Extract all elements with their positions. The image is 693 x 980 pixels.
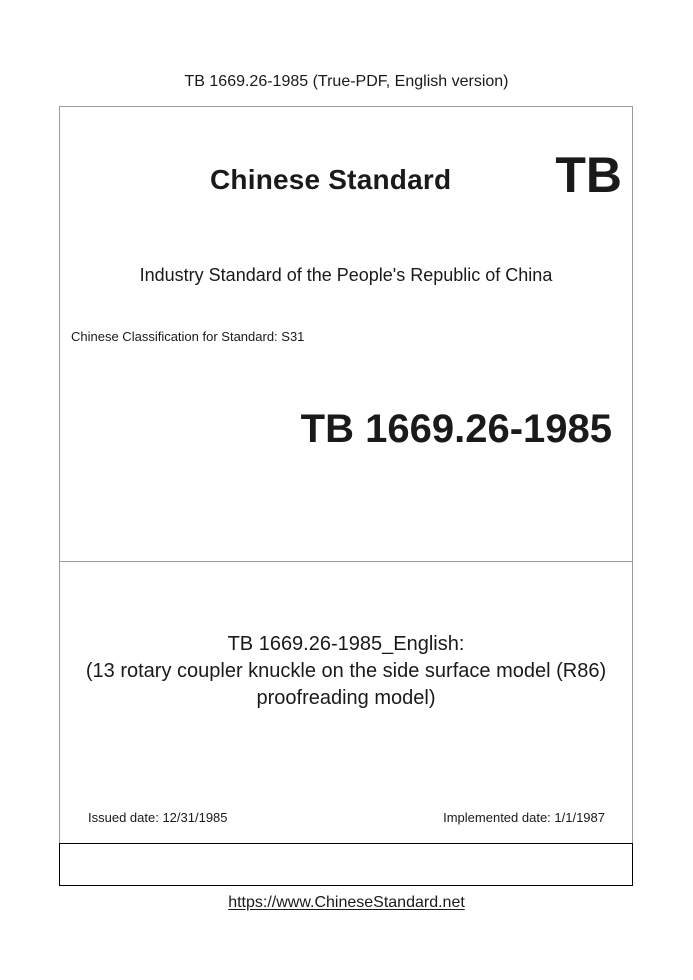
standard-mark: TB <box>555 147 622 203</box>
document-header-title: TB 1669.26-1985 (True-PDF, English version) <box>184 73 509 90</box>
bottom-box <box>59 843 633 886</box>
english-title-line-2: (13 rotary coupler knuckle on the side surface model (R86) <box>85 660 607 682</box>
classification-line: Chinese Classification for Standard: S31 <box>71 329 305 344</box>
english-title <box>60 631 632 712</box>
standard-number: TB 1669.26-1985 <box>300 407 612 451</box>
implemented-date: Implemented date: 1/1/1987 <box>443 810 605 825</box>
website-link[interactable]: https://www.ChineseStandard.net <box>228 894 465 911</box>
standard-heading: Chinese Standard <box>210 164 452 195</box>
english-title-line-3: proofreading model) <box>256 687 436 709</box>
section-divider <box>60 561 632 562</box>
industry-standard-line: Industry Standard of the People's Republic of China <box>139 265 553 285</box>
issued-date: Issued date: 12/31/1985 <box>88 810 228 825</box>
cover-frame <box>59 106 633 886</box>
english-title-line-1: TB 1669.26-1985_English: <box>227 633 465 655</box>
